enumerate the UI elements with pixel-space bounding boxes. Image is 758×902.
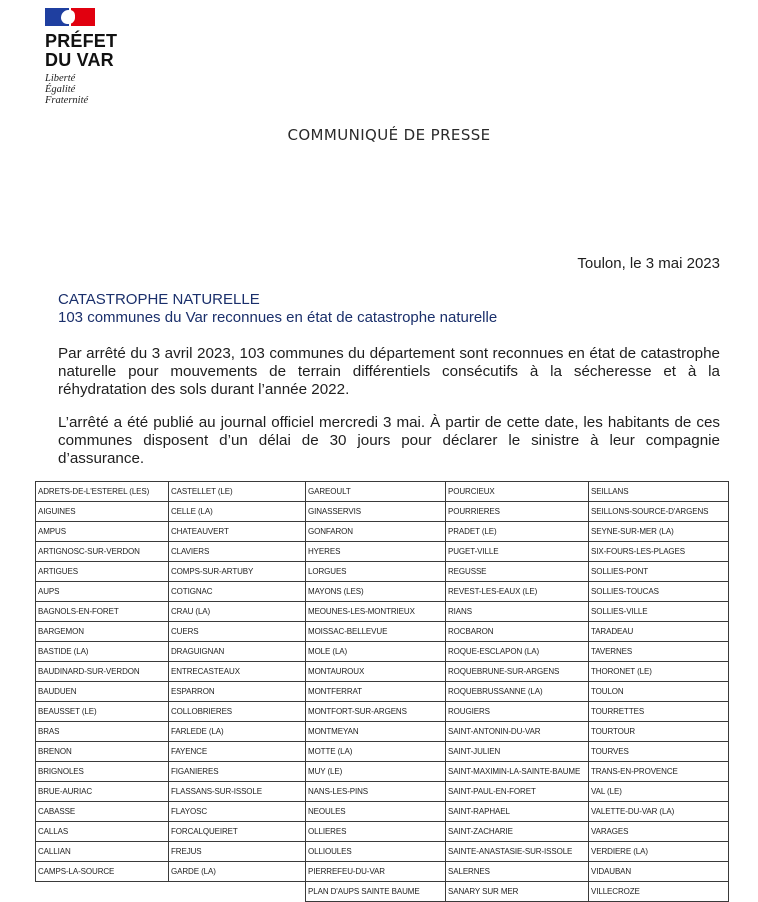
commune-cell: SOLLIES-TOUCAS — [589, 582, 729, 602]
logo-title — [45, 32, 165, 70]
commune-cell: FAYENCE — [169, 742, 306, 762]
commune-cell: BASTIDE (LA) — [36, 642, 169, 662]
commune-cell: GAREOULT — [306, 482, 446, 502]
communes-table-body — [36, 482, 729, 902]
commune-cell: FIGANIERES — [169, 762, 306, 782]
commune-cell: SAINTE-ANASTASIE-SUR-ISSOLE — [446, 842, 589, 862]
marianne-flag-icon — [45, 8, 95, 26]
commune-cell: MUY (LE) — [306, 762, 446, 782]
commune-cell: CASTELLET (LE) — [169, 482, 306, 502]
logo-line-1: PRÉFET — [45, 31, 118, 51]
prefet-du-var-logo — [45, 8, 165, 106]
commune-cell: MOTTE (LA) — [306, 742, 446, 762]
commune-cell: OLLIERES — [306, 822, 446, 842]
commune-cell: PIERREFEU-DU-VAR — [306, 862, 446, 882]
commune-cell: MEOUNES-LES-MONTRIEUX — [306, 602, 446, 622]
commune-cell: BEAUSSET (LE) — [36, 702, 169, 722]
commune-cell: GONFARON — [306, 522, 446, 542]
commune-cell: TAVERNES — [589, 642, 729, 662]
commune-cell: MOLE (LA) — [306, 642, 446, 662]
table-row — [36, 802, 729, 822]
paragraph-arrete: Par arrêté du 3 avril 2023, 103 communes du département sont reconnues en état de catastrophe naturelle pour mouvements de terrain différentiels consécutifs à la sécheresse et à la réhydratation des sols durant l’année 2022. — [58, 345, 720, 398]
motto-fraternite: Fraternité — [45, 95, 89, 106]
commune-cell: GARDE (LA) — [169, 862, 306, 882]
commune-cell: ENTRECASTEAUX — [169, 662, 306, 682]
commune-cell: AMPUS — [36, 522, 169, 542]
commune-cell: PLAN D'AUPS SAINTE BAUME — [306, 882, 446, 902]
commune-cell: FREJUS — [169, 842, 306, 862]
commune-cell: SAINT-MAXIMIN-LA-SAINTE-BAUME — [446, 762, 589, 782]
commune-cell: BAUDUEN — [36, 682, 169, 702]
logo-line-2: DU VAR — [45, 50, 114, 70]
commune-cell: VERDIERE (LA) — [589, 842, 729, 862]
commune-cell: CUERS — [169, 622, 306, 642]
commune-cell: GINASSERVIS — [306, 502, 446, 522]
empty-cell — [36, 882, 169, 902]
commune-cell: BRENON — [36, 742, 169, 762]
empty-cell — [169, 882, 306, 902]
commune-cell: BAUDINARD-SUR-VERDON — [36, 662, 169, 682]
commune-cell: AIGUINES — [36, 502, 169, 522]
commune-cell: HYERES — [306, 542, 446, 562]
commune-cell: SOLLIES-PONT — [589, 562, 729, 582]
commune-cell: TOURTOUR — [589, 722, 729, 742]
commune-cell: CHATEAUVERT — [169, 522, 306, 542]
table-row — [36, 702, 729, 722]
table-row — [36, 562, 729, 582]
commune-cell: ROQUE-ESCLAPON (LA) — [446, 642, 589, 662]
commune-cell: NANS-LES-PINS — [306, 782, 446, 802]
commune-cell: SOLLIES-VILLE — [589, 602, 729, 622]
table-row — [36, 542, 729, 562]
commune-cell: SAINT-ZACHARIE — [446, 822, 589, 842]
commune-cell: OLLIOULES — [306, 842, 446, 862]
commune-cell: REGUSSE — [446, 562, 589, 582]
commune-cell: ARTIGNOSC-SUR-VERDON — [36, 542, 169, 562]
commune-cell: POURRIERES — [446, 502, 589, 522]
commune-cell: SAINT-RAPHAEL — [446, 802, 589, 822]
table-row — [36, 782, 729, 802]
commune-cell: BAGNOLS-EN-FORET — [36, 602, 169, 622]
commune-cell: SAINT-ANTONIN-DU-VAR — [446, 722, 589, 742]
document-date: Toulon, le 3 mai 2023 — [577, 255, 720, 272]
communes-table — [35, 481, 729, 902]
table-row — [36, 482, 729, 502]
commune-cell: CELLE (LA) — [169, 502, 306, 522]
commune-cell: ARTIGUES — [36, 562, 169, 582]
table-row — [36, 582, 729, 602]
commune-cell: NEOULES — [306, 802, 446, 822]
commune-cell: SEILLANS — [589, 482, 729, 502]
commune-cell: SEYNE-SUR-MER (LA) — [589, 522, 729, 542]
commune-cell: BARGEMON — [36, 622, 169, 642]
commune-cell: MONTFORT-SUR-ARGENS — [306, 702, 446, 722]
commune-cell: MONTFERRAT — [306, 682, 446, 702]
table-row — [36, 842, 729, 862]
commune-cell: MONTAUROUX — [306, 662, 446, 682]
commune-cell: BRAS — [36, 722, 169, 742]
document-title: COMMUNIQUÉ DE PRESSE — [287, 126, 491, 144]
section-subheading: 103 communes du Var reconnues en état de catastrophe naturelle — [58, 309, 498, 326]
commune-cell: AUPS — [36, 582, 169, 602]
commune-cell: COMPS-SUR-ARTUBY — [169, 562, 306, 582]
logo-motto — [45, 73, 165, 106]
commune-cell: FLASSANS-SUR-ISSOLE — [169, 782, 306, 802]
table-row — [36, 722, 729, 742]
commune-cell: CABASSE — [36, 802, 169, 822]
commune-cell: MONTMEYAN — [306, 722, 446, 742]
commune-cell: TOULON — [589, 682, 729, 702]
commune-cell: SEILLONS-SOURCE-D'ARGENS — [589, 502, 729, 522]
table-row — [36, 882, 729, 902]
commune-cell: FLAYOSC — [169, 802, 306, 822]
table-row — [36, 822, 729, 842]
commune-cell: BRIGNOLES — [36, 762, 169, 782]
commune-cell: ROQUEBRUSSANNE (LA) — [446, 682, 589, 702]
commune-cell: REVEST-LES-EAUX (LE) — [446, 582, 589, 602]
commune-cell: CAMPS-LA-SOURCE — [36, 862, 169, 882]
table-row — [36, 742, 729, 762]
commune-cell: PUGET-VILLE — [446, 542, 589, 562]
commune-cell: SALERNES — [446, 862, 589, 882]
commune-cell: TOURRETTES — [589, 702, 729, 722]
table-row — [36, 762, 729, 782]
commune-cell: VILLECROZE — [589, 882, 729, 902]
commune-cell: VALETTE-DU-VAR (LA) — [589, 802, 729, 822]
commune-cell: VIDAUBAN — [589, 862, 729, 882]
commune-cell: CALLAS — [36, 822, 169, 842]
commune-cell: POURCIEUX — [446, 482, 589, 502]
commune-cell: TOURVES — [589, 742, 729, 762]
commune-cell: COLLOBRIERES — [169, 702, 306, 722]
table-row — [36, 642, 729, 662]
motto-liberte: Liberté — [45, 73, 76, 84]
commune-cell: FORCALQUEIRET — [169, 822, 306, 842]
commune-cell: PRADET (LE) — [446, 522, 589, 542]
commune-cell: FARLEDE (LA) — [169, 722, 306, 742]
commune-cell: ROUGIERS — [446, 702, 589, 722]
commune-cell: CRAU (LA) — [169, 602, 306, 622]
table-row — [36, 662, 729, 682]
commune-cell: ESPARRON — [169, 682, 306, 702]
commune-cell: LORGUES — [306, 562, 446, 582]
commune-cell: SAINT-PAUL-EN-FORET — [446, 782, 589, 802]
commune-cell: MOISSAC-BELLEVUE — [306, 622, 446, 642]
commune-cell: CALLIAN — [36, 842, 169, 862]
commune-cell: ADRETS-DE-L'ESTEREL (LES) — [36, 482, 169, 502]
commune-cell: THORONET (LE) — [589, 662, 729, 682]
table-row — [36, 622, 729, 642]
commune-cell: RIANS — [446, 602, 589, 622]
section-heading: CATASTROPHE NATURELLE — [58, 291, 260, 308]
table-row — [36, 862, 729, 882]
commune-cell: MAYONS (LES) — [306, 582, 446, 602]
commune-cell: ROQUEBRUNE-SUR-ARGENS — [446, 662, 589, 682]
commune-cell: TARADEAU — [589, 622, 729, 642]
table-row — [36, 682, 729, 702]
table-row — [36, 522, 729, 542]
table-row — [36, 502, 729, 522]
commune-cell: COTIGNAC — [169, 582, 306, 602]
commune-cell: VARAGES — [589, 822, 729, 842]
commune-cell: TRANS-EN-PROVENCE — [589, 762, 729, 782]
commune-cell: ROCBARON — [446, 622, 589, 642]
commune-cell: SAINT-JULIEN — [446, 742, 589, 762]
commune-cell: SANARY SUR MER — [446, 882, 589, 902]
table-row — [36, 602, 729, 622]
paragraph-publication: L’arrêté a été publié au journal officiel mercredi 3 mai. À partir de cette date, les habitants de ces communes disposent d’un délai de 30 jours pour déclarer le sinistre à leur compagnie d’assurance. — [58, 414, 720, 467]
commune-cell: SIX-FOURS-LES-PLAGES — [589, 542, 729, 562]
motto-egalite: Égalité — [45, 84, 76, 95]
commune-cell: DRAGUIGNAN — [169, 642, 306, 662]
commune-cell: BRUE-AURIAC — [36, 782, 169, 802]
commune-cell: CLAVIERS — [169, 542, 306, 562]
commune-cell: VAL (LE) — [589, 782, 729, 802]
